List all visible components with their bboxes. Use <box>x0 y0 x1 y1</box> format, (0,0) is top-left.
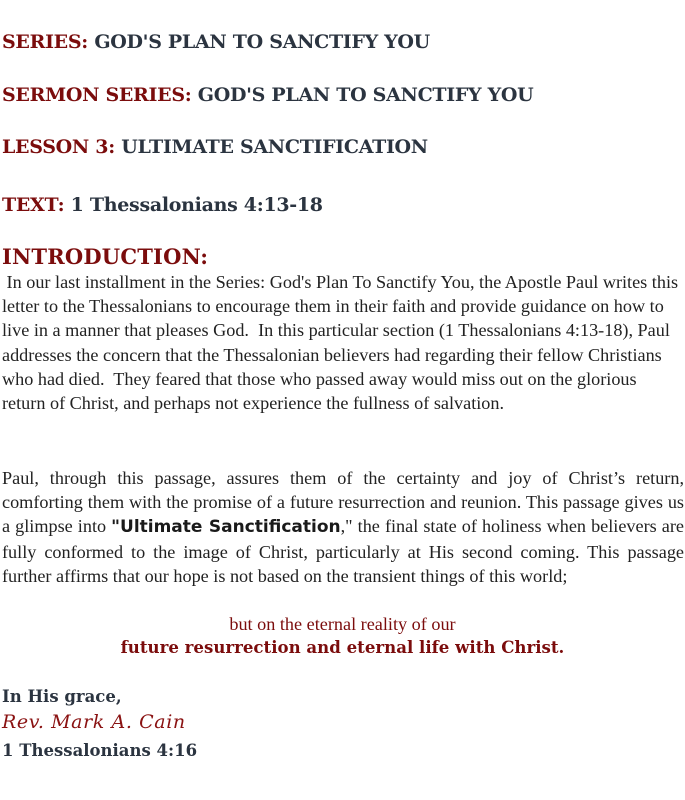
introduction-paragraph-2 <box>2 466 684 588</box>
sermon-series-heading <box>2 83 533 107</box>
author-signature: Rev. Mark A. Cain <box>2 711 186 733</box>
closing-reference: 1 Thessalonians 4:16 <box>2 741 198 760</box>
series-heading <box>2 30 430 54</box>
paragraph-2-text-start: Paul, through this passage, assures them of the certainty and joy of Christ’s return, comforting them with the promise of a future resurrection and reunion. This passage gives us a glimpse into <box>2 468 684 537</box>
introduction-title: INTRODUCTION: <box>2 244 209 269</box>
lesson-heading <box>2 135 428 159</box>
introduction-paragraph-1 <box>2 270 684 415</box>
centered-line-1: but on the eternal reality of our <box>229 614 456 634</box>
series-label: SERIES: <box>2 31 88 53</box>
text-label: TEXT: <box>2 194 65 216</box>
centered-line-2: future resurrection and eternal life with Christ. <box>120 637 565 657</box>
ultimate-sanctification-emphasis: "Ultimate Sanctification <box>111 517 341 538</box>
series-value: GOD'S PLAN TO SANCTIFY YOU <box>94 31 430 53</box>
text-heading <box>2 193 323 217</box>
sermon-series-label: SERMON SERIES: <box>2 84 192 106</box>
paragraph-2-text-end: ," the final state of holiness when believers are fully conformed to the image of Christ, particularly at His second coming. This passage further affirms that our hope is not based on the transient things of this world; <box>2 516 685 586</box>
sermon-series-value: GOD'S PLAN TO SANCTIFY YOU <box>197 84 534 106</box>
paragraph-1-text: In our last installment in the Series: God's Plan To Sanctify You, the Apostle Paul writes this letter to the Thessalonians to encourage them in their faith and provide guidance on how to live in a manner that pleases God. In this particular section (1 Thessalonians 4:13-18), Paul addresses the concern that the Thessalonian believers had regarding their fellow Christians who had died. They feared that those who passed away would miss out on the glorious return of Christ, and perhaps not experience the fullness of salvation. <box>2 272 683 414</box>
lesson-value: ULTIMATE SANCTIFICATION <box>121 136 428 158</box>
closing-greeting: In His grace, <box>2 687 122 706</box>
lesson-label: LESSON 3: <box>2 136 115 158</box>
text-value: 1 Thessalonians 4:13-18 <box>70 194 323 216</box>
